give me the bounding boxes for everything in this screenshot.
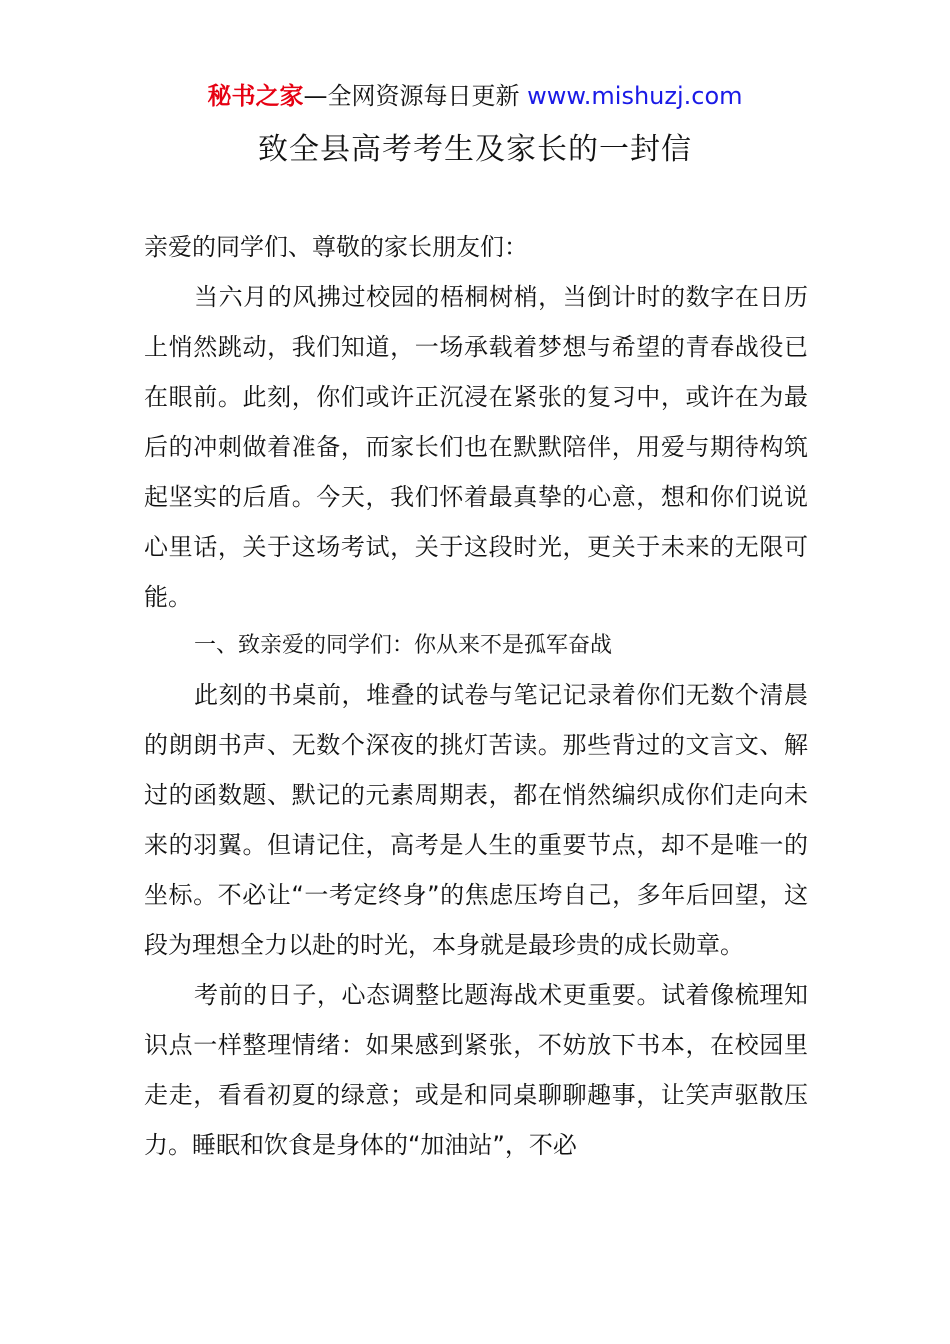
intro-paragraph: 当六月的风拂过校园的梧桐树梢，当倒计时的数字在日历上悄然跳动，我们知道，一场承载着梦想与希望的青春战役已在眼前。此刻，你们或许正沉浸在紧张的复习中，或许在为最后的冲刺做着准备，而家长们也在默默陪伴，用爱与期待构筑起坚实的后盾。今天，我们怀着最真挚的心意，想和你们说说心里话，关于这场考试，关于这段时光，更关于未来的无限可能。: [144, 283, 808, 611]
site-tagline: —全网资源每日更新: [303, 82, 528, 110]
site-brand-name: 秘书之家: [207, 82, 304, 110]
salutation: 亲爱的同学们、尊敬的家长朋友们：: [144, 233, 528, 261]
site-url-link[interactable]: www.mishuzj.com: [527, 82, 743, 110]
document-title: 致全县高考考生及家长的一封信: [258, 132, 692, 167]
section-one-paragraph-1: 此刻的书桌前，堆叠的试卷与笔记记录着你们无数个清晨的朗朗书声、无数个深夜的挑灯苦读。那些背过的文言文、解过的函数题、默记的元素周期表，都在悄然编织成你们走向未来的羽翼。但请记住，高考是人生的重要节点，却不是唯一的坐标。不必让“一考定终身”的焦虑压垮自己，多年后回望，这段为理想全力以赴的时光，本身就是最珍贵的成长勋章。: [144, 681, 808, 959]
section-one-heading: 一、致亲爱的同学们：你从来不是孤军奋战: [194, 633, 613, 658]
document-body: [144, 222, 808, 1170]
section-one-paragraph-2: 考前的日子，心态调整比题海战术更重要。试着像梳理知识点一样整理情绪：如果感到紧张，不妨放下书本，在校园里走走，看看初夏的绿意；或是和同桌聊聊趣事，让笑声驱散压力。睡眠和饮食是身体的“加油站”，不必: [144, 981, 808, 1159]
site-header: [0, 78, 950, 114]
